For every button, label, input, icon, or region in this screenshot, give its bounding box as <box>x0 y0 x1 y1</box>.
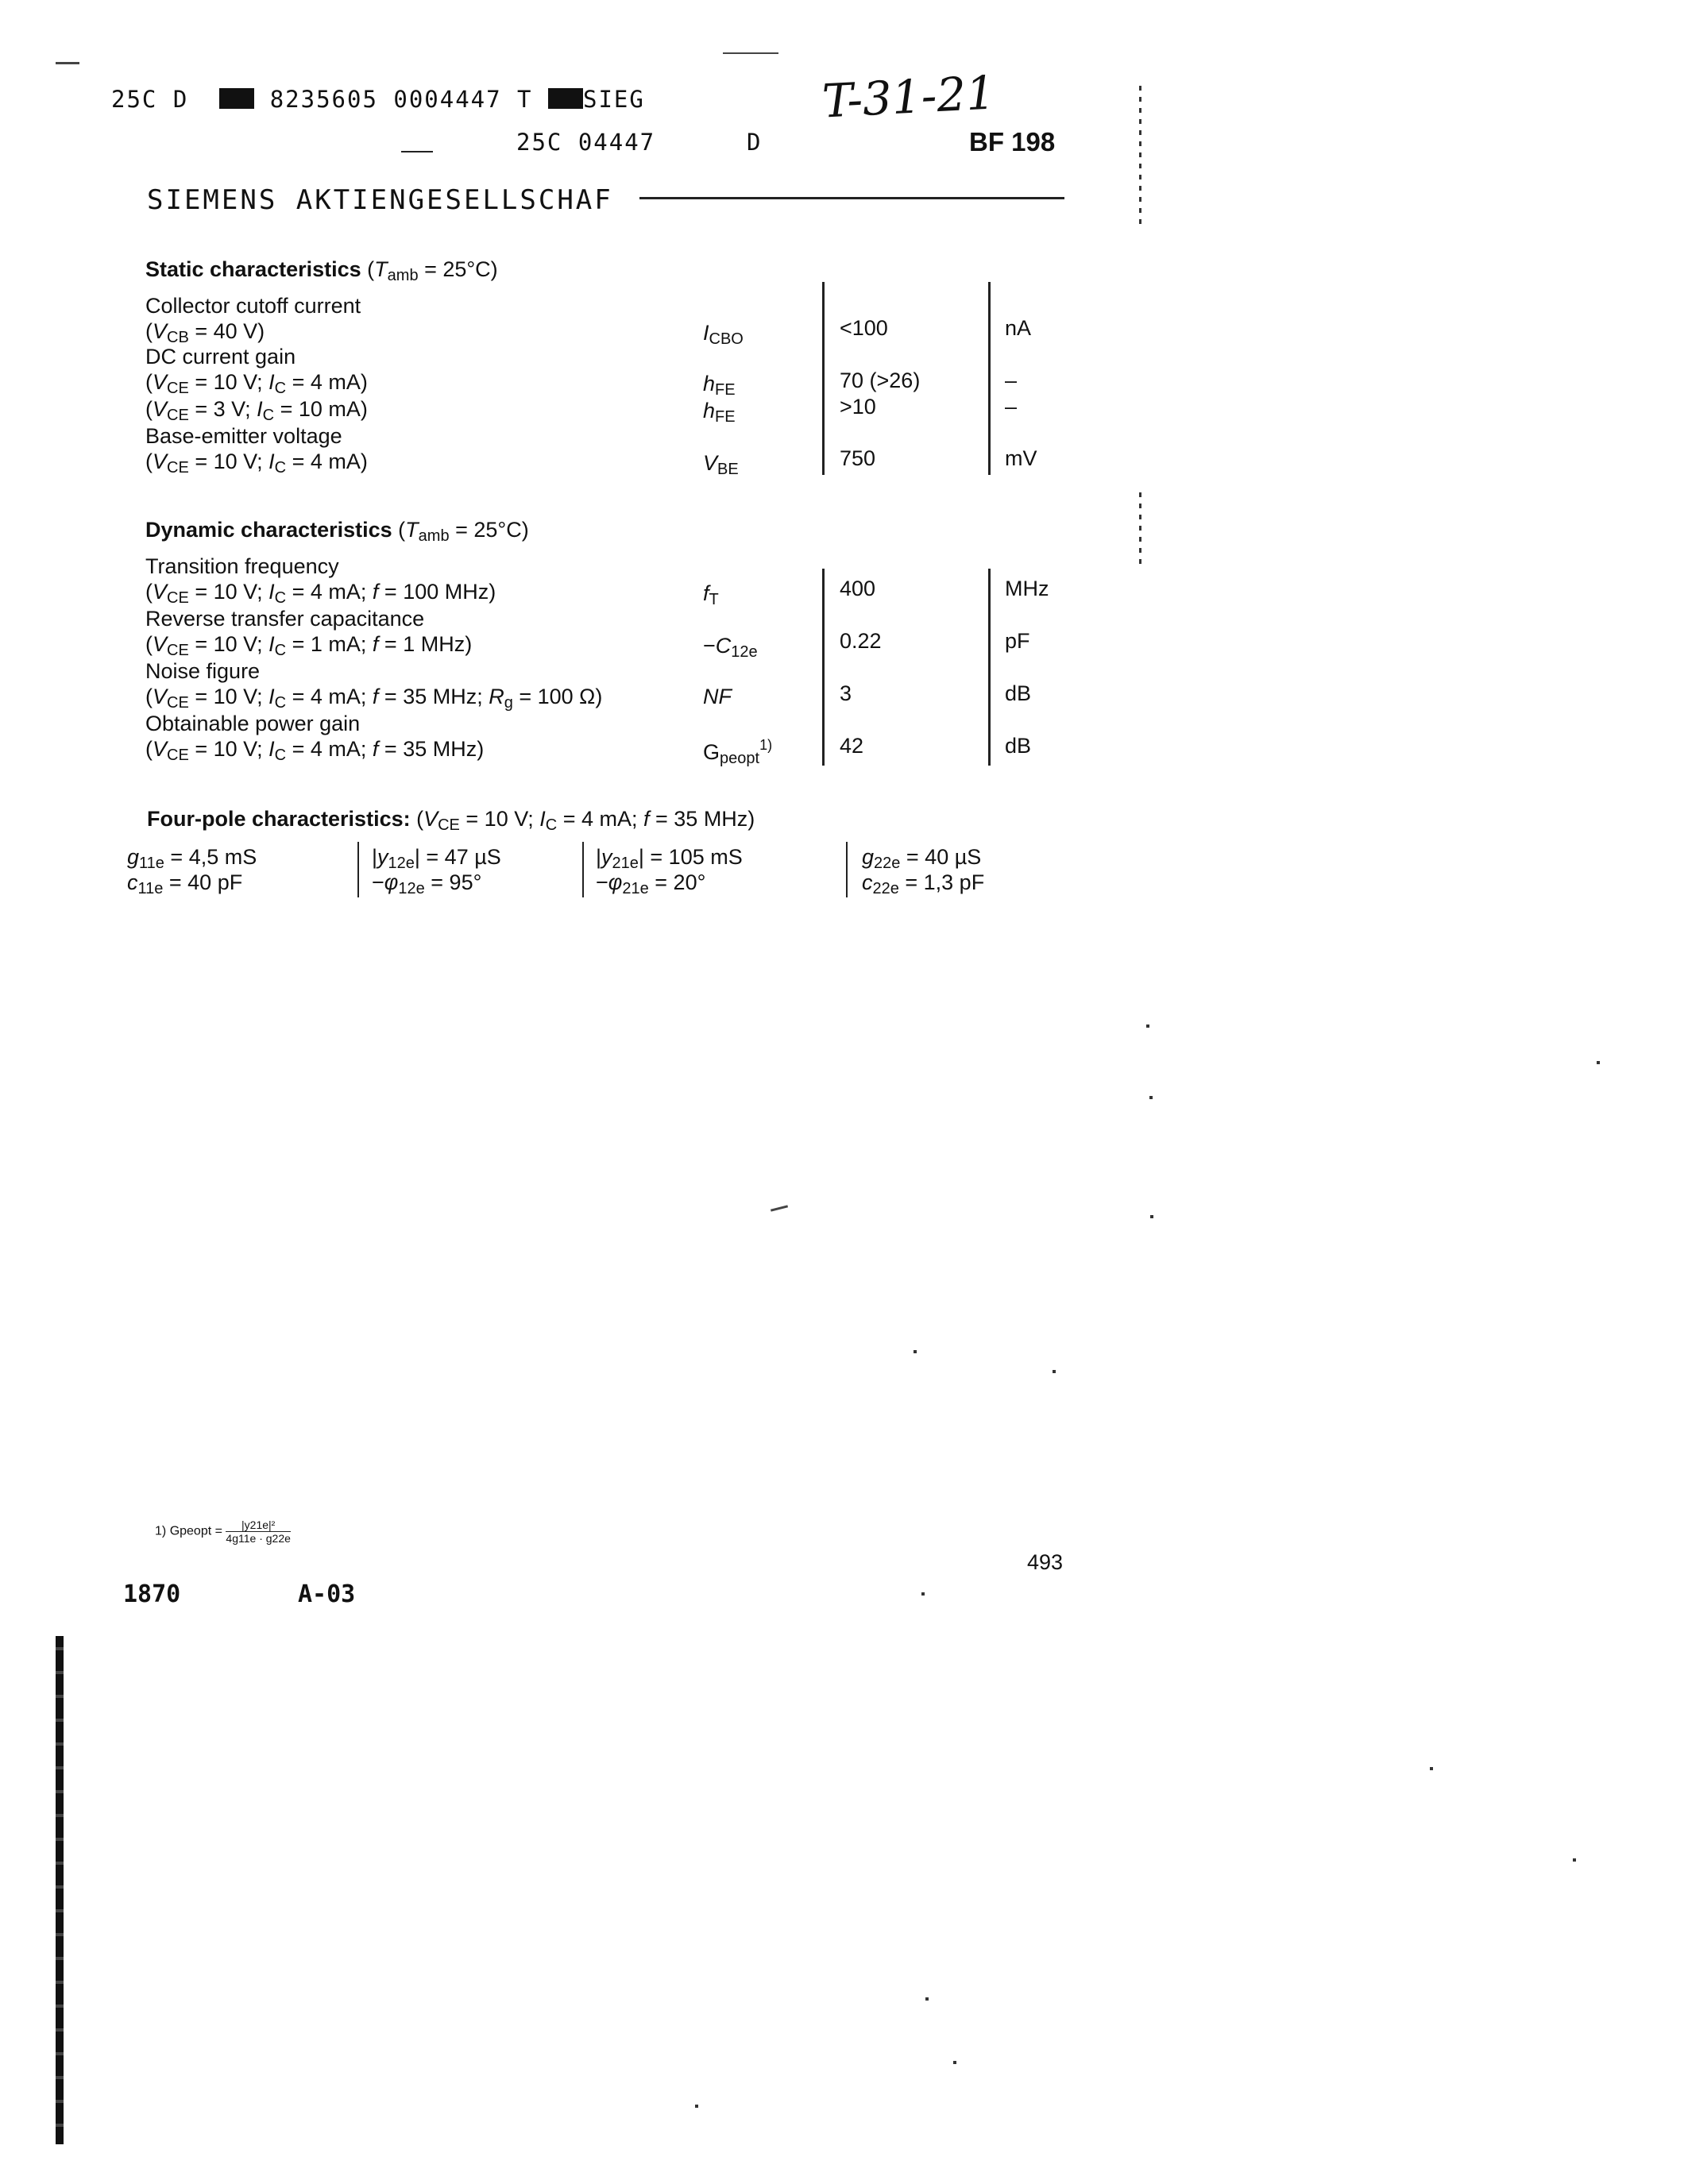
header-sub-code: 25C 04447 <box>516 129 656 156</box>
dynamic-row-0-label: Transition frequency <box>145 554 339 578</box>
scan-artifact-dot <box>953 2061 956 2064</box>
dynamic-row-2-value: 3 <box>840 681 852 705</box>
dynamic-row-0-value: 400 <box>840 577 876 600</box>
static-row-3-value: 750 <box>840 446 876 470</box>
static-col-line-1 <box>822 282 825 475</box>
page-number: 493 <box>1027 1550 1064 1574</box>
handwritten-code: T-31-21 <box>821 65 997 129</box>
footnote-formula: 1) Gpeopt = $\frac{\text{|y21e|²}}{4g11e \cdot g22e}$ <box>155 1518 291 1545</box>
dynamic-row-0-unit: MHz <box>1005 577 1049 600</box>
static-row-2-cond: ($V_{CE} = 3$ V; $I_C = 10$ mA) <box>145 397 368 424</box>
dynamic-row-3-symbol: $G_{peopt}^{1)}$ <box>703 737 773 767</box>
scan-artifact-dot <box>925 1997 929 2001</box>
company-rule <box>639 197 1064 199</box>
scan-artifact-dot <box>1149 1096 1153 1099</box>
fourpole-c22e: $c_{22e} = 1,3$ pF <box>862 870 985 897</box>
static-row-0-cond: ($V_{CB} = 40$ V) <box>145 319 265 346</box>
static-row-0-symbol: $I_{CBO}$ <box>703 321 744 348</box>
fourpole-col-line-3 <box>846 842 848 897</box>
footnote-fraction: $\frac{\text{|y21e|²}}{4g11e \cdot g22e}$ <box>226 1518 291 1545</box>
dynamic-row-1-cond: ($V_{CE} = 10$ V; $I_C = 1$ mA; f = 1 MHz) <box>145 632 473 659</box>
static-row-0-unit: nA <box>1005 316 1032 340</box>
redaction-block-2 <box>548 88 583 109</box>
dynamic-row-1-symbol: $-C_{12e}$ <box>703 634 758 661</box>
scan-artifact-dot <box>914 1350 917 1353</box>
scan-top-dash <box>723 52 778 54</box>
fourpole-c11e: $c_{11e} = 40$ pF <box>127 870 243 897</box>
dynamic-row-1-label: Reverse transfer capacitance <box>145 607 425 631</box>
dynamic-row-1-unit: pF <box>1005 629 1030 653</box>
fourpole-y12e: $|y_{12e}| = 47$ µS <box>372 845 501 872</box>
scan-artifact-dot <box>921 1592 925 1596</box>
company-name: SIEMENS AKTIENGESELLSCHAF <box>147 184 613 216</box>
static-row-3-label: Base-emitter voltage <box>145 424 342 448</box>
dynamic-row-2-label: Noise figure <box>145 659 261 683</box>
static-col-line-2 <box>988 282 991 475</box>
part-number: BF 198 <box>969 127 1056 156</box>
scan-artifact-dot <box>1053 1370 1056 1373</box>
scan-edge-dots-mid <box>1139 492 1141 564</box>
scan-edge-dots-top <box>1139 86 1141 229</box>
dynamic-row-3-label: Obtainable power gain <box>145 712 361 735</box>
dynamic-row-0-cond: ($V_{CE} = 10$ V; $I_C = 4$ mA; f = 100 MHz) <box>145 580 496 607</box>
fourpole-col-line-1 <box>357 842 359 897</box>
static-row-0-value: <100 <box>840 316 888 340</box>
static-row-3-symbol: $V_{BE}$ <box>703 451 739 478</box>
dynamic-row-3-value: 42 <box>840 734 864 758</box>
fourpole-g22e: $g_{22e} = 40$ µS <box>862 845 982 872</box>
dynamic-row-2-cond: ($V_{CE} = 10$ V; $I_C = 4$ mA; f = 35 MHz; $R_g = 100$ Ω) <box>145 685 603 712</box>
dynamic-row-1-value: 0.22 <box>840 629 882 653</box>
scan-artifact-dot <box>1430 1767 1433 1770</box>
dynamic-row-2-symbol: NF <box>703 685 732 708</box>
dynamic-col-line-1 <box>822 569 825 766</box>
static-heading: Static characteristics $(T_{amb} = 25^\circ C)$ <box>145 257 498 284</box>
dynamic-row-3-unit: dB <box>1005 734 1032 758</box>
static-row-1-unit: – <box>1005 369 1018 392</box>
footer-code-2: A-03 <box>298 1580 356 1608</box>
static-row-1-cond: ($V_{CE} = 10$ V; $I_C = 4$ mA) <box>145 370 368 397</box>
static-row-3-cond: ($V_{CE} = 10$ V; $I_C = 4$ mA) <box>145 450 368 477</box>
static-row-0-label: Collector cutoff current <box>145 294 361 318</box>
scan-artifact-dot <box>1146 1024 1149 1028</box>
static-row-2-value: >10 <box>840 395 876 419</box>
static-row-1-value: 70 (>26) <box>840 369 921 392</box>
static-row-2-unit: – <box>1005 395 1018 419</box>
scan-artifact-dot <box>1573 1858 1576 1862</box>
fourpole-g11e: $g_{11e} = 4,5$ mS <box>127 845 257 872</box>
static-row-2-symbol: $h_{FE}$ <box>703 399 736 426</box>
static-row-1-label: DC current gain <box>145 345 296 369</box>
fourpole-heading: Four-pole characteristics: ($V_{CE} = 10$ V; $I_C = 4$ mA; f = 35 MHz) <box>147 807 755 834</box>
static-row-3-unit: mV <box>1005 446 1037 470</box>
dynamic-row-3-cond: ($V_{CE} = 10$ V; $I_C = 4$ mA; f = 35 MHz) <box>145 737 485 764</box>
scan-artifact-dot <box>1597 1061 1600 1064</box>
dynamic-heading: Dynamic characteristics $(T_{amb} = 25^\circ C)$ <box>145 518 529 545</box>
dynamic-row-0-symbol: $f_T$ <box>703 581 719 608</box>
scan-top-dash <box>56 62 79 64</box>
fourpole-y21e: $|y_{21e}| = 105$ mS <box>596 845 743 872</box>
fourpole-phi12e: $-\varphi_{12e} = 95^\circ$ <box>372 870 482 897</box>
redaction-block-1 <box>219 88 254 109</box>
scan-artifact-dot <box>695 2105 698 2108</box>
fourpole-phi21e: $-\varphi_{21e} = 20^\circ$ <box>596 870 706 897</box>
static-row-1-symbol: $h_{FE}$ <box>703 372 736 399</box>
footer-code-1: 1870 <box>123 1580 181 1608</box>
header-underline <box>401 151 433 152</box>
fourpole-col-line-2 <box>582 842 584 897</box>
scan-artifact-dot <box>1150 1215 1153 1218</box>
scan-artifact-dash <box>771 1205 788 1211</box>
dynamic-row-2-unit: dB <box>1005 681 1032 705</box>
scan-edge-bar <box>56 1636 64 2144</box>
header-sub-letter: D <box>747 129 761 156</box>
header-code-line: 25C D 8235605 0004447 T SIEG <box>111 86 645 113</box>
dynamic-col-line-2 <box>988 569 991 766</box>
